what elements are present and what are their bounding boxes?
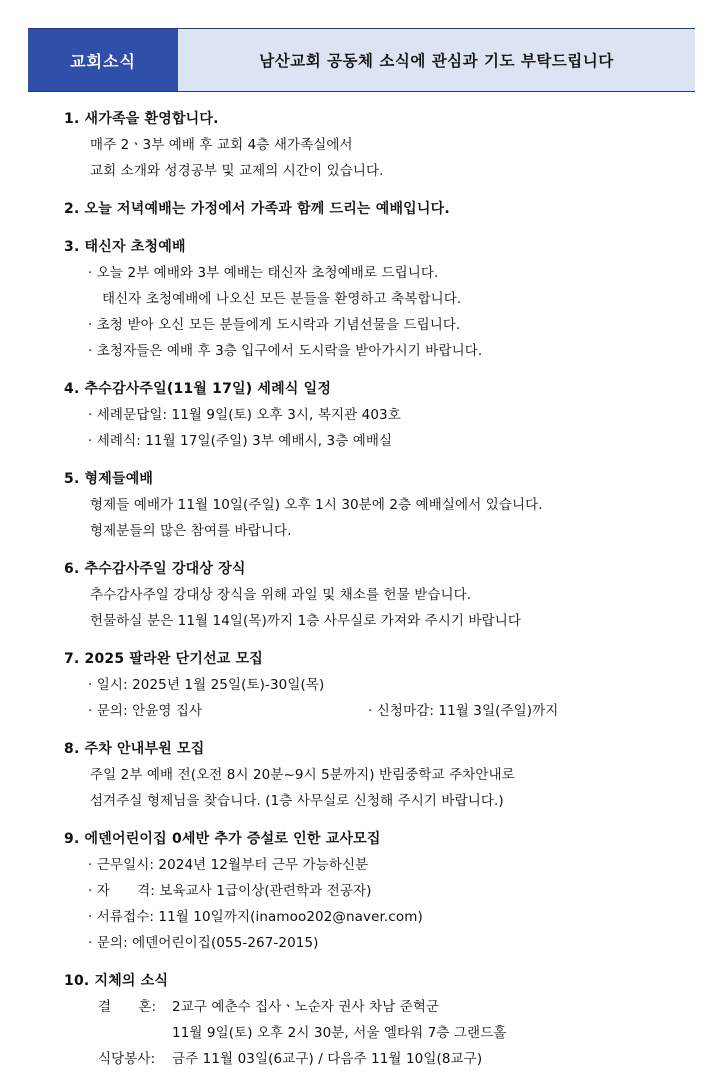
body-line: 주일 2부 예배 전(오전 8시 20분~9시 5분까지) 반림중학교 주차안내로 [90, 767, 515, 783]
section-1 [64, 106, 704, 184]
detail-value: 11월 9일(토) 오후 2시 30분, 서울 엘타워 7층 그랜드홀 [172, 1025, 507, 1041]
contact-text: · 문의: 안윤영 집사 [88, 703, 203, 719]
body-line: 형제분들의 많은 참여를 바랍니다. [90, 523, 292, 539]
detail-row [64, 1020, 704, 1046]
section-6 [64, 556, 704, 634]
section-title: 4. 추수감사주일(11월 17일) 세례식 일정 [64, 381, 332, 397]
bullet-line: · 세례문답일: 11월 9일(토) 오후 3시, 복지관 403호 [88, 407, 401, 423]
body-line: 섬겨주실 형제님을 찾습니다. (1층 사무실로 신청해 주시기 바랍니다.) [90, 793, 504, 809]
section-title: 8. 주차 안내부원 모집 [64, 741, 205, 757]
detail-value: 2교구 예춘수 집사ㆍ노순자 권사 차남 준혁군 [172, 999, 440, 1015]
bullet-line: 태신자 초청예배에 나오신 모든 분들을 환영하고 축복합니다. [102, 291, 462, 307]
news-content [64, 106, 704, 1084]
header-bar [28, 28, 695, 92]
body-line: 매주 2ㆍ3부 예배 후 교회 4층 새가족실에서 [90, 137, 353, 153]
header-title: 남산교회 공동체 소식에 관심과 기도 부탁드립니다 [178, 29, 695, 91]
section-title: 5. 형제들예배 [64, 471, 154, 487]
detail-row [64, 994, 704, 1020]
bullet-line: · 오늘 2부 예배와 3부 예배는 태신자 초청예배로 드립니다. [88, 265, 439, 281]
detail-row [64, 1046, 704, 1072]
detail-value: 금주 11월 03일(6교구) / 다음주 11월 10일(8교구) [172, 1051, 483, 1067]
section-10 [64, 968, 704, 1072]
section-4 [64, 376, 704, 454]
section-title: 3. 태신자 초청예배 [64, 239, 186, 255]
body-line: 헌물하실 분은 11월 14일(목)까지 1층 사무실로 가져와 주시기 바랍니다 [90, 613, 521, 629]
deadline-text: · 신청마감: 11월 3일(주일)까지 [368, 703, 559, 719]
bullet-line: · 근무일시: 2024년 12월부터 근무 가능하신분 [88, 857, 369, 873]
bullet-line: · 초청자들은 예배 후 3층 입구에서 도시락을 받아가시기 바랍니다. [88, 343, 483, 359]
section-9 [64, 826, 704, 956]
bullet-line: · 문의: 에덴어린이집(055-267-2015) [88, 935, 319, 951]
section-3 [64, 234, 704, 364]
section-8 [64, 736, 704, 814]
section-title: 6. 추수감사주일 강대상 장식 [64, 561, 246, 577]
detail-label: 결 혼: [98, 999, 157, 1015]
section-2 [64, 196, 704, 222]
bullet-line: · 초청 받아 오신 모든 분들에게 도시락과 기념선물을 드립니다. [88, 317, 461, 333]
section-7 [64, 646, 704, 724]
bullet-line: · 자 격: 보육교사 1급이상(관련학과 전공자) [88, 883, 372, 899]
detail-label: 식당봉사: [98, 1051, 156, 1067]
section-title: 1. 새가족을 환영합니다. [64, 111, 219, 127]
bullet-line: · 일시: 2025년 1월 25일(토)-30일(목) [88, 677, 325, 693]
section-5 [64, 466, 704, 544]
section-title: 2. 오늘 저녁예배는 가정에서 가족과 함께 드리는 예배입니다. [64, 201, 450, 217]
bullet-line: · 서류접수: 11월 10일까지(inamoo202@naver.com) [88, 909, 423, 925]
body-line: 추수감사주일 강대상 장식을 위해 과일 및 채소를 헌물 받습니다. [90, 587, 472, 603]
header-tag: 교회소식 [28, 29, 178, 91]
bullet-row [64, 698, 704, 724]
bullet-line: · 세례식: 11월 17일(주일) 3부 예배시, 3층 예배실 [88, 433, 393, 449]
body-line: 형제들 예배가 11월 10일(주일) 오후 1시 30분에 2층 예배실에서 있습니다. [90, 497, 543, 513]
body-line: 교회 소개와 성경공부 및 교제의 시간이 있습니다. [90, 163, 384, 179]
section-title: 9. 에덴어린이집 0세반 추가 증설로 인한 교사모집 [64, 831, 381, 847]
section-title: 7. 2025 팔라완 단기선교 모집 [64, 651, 264, 667]
section-title: 10. 지체의 소식 [64, 973, 169, 989]
